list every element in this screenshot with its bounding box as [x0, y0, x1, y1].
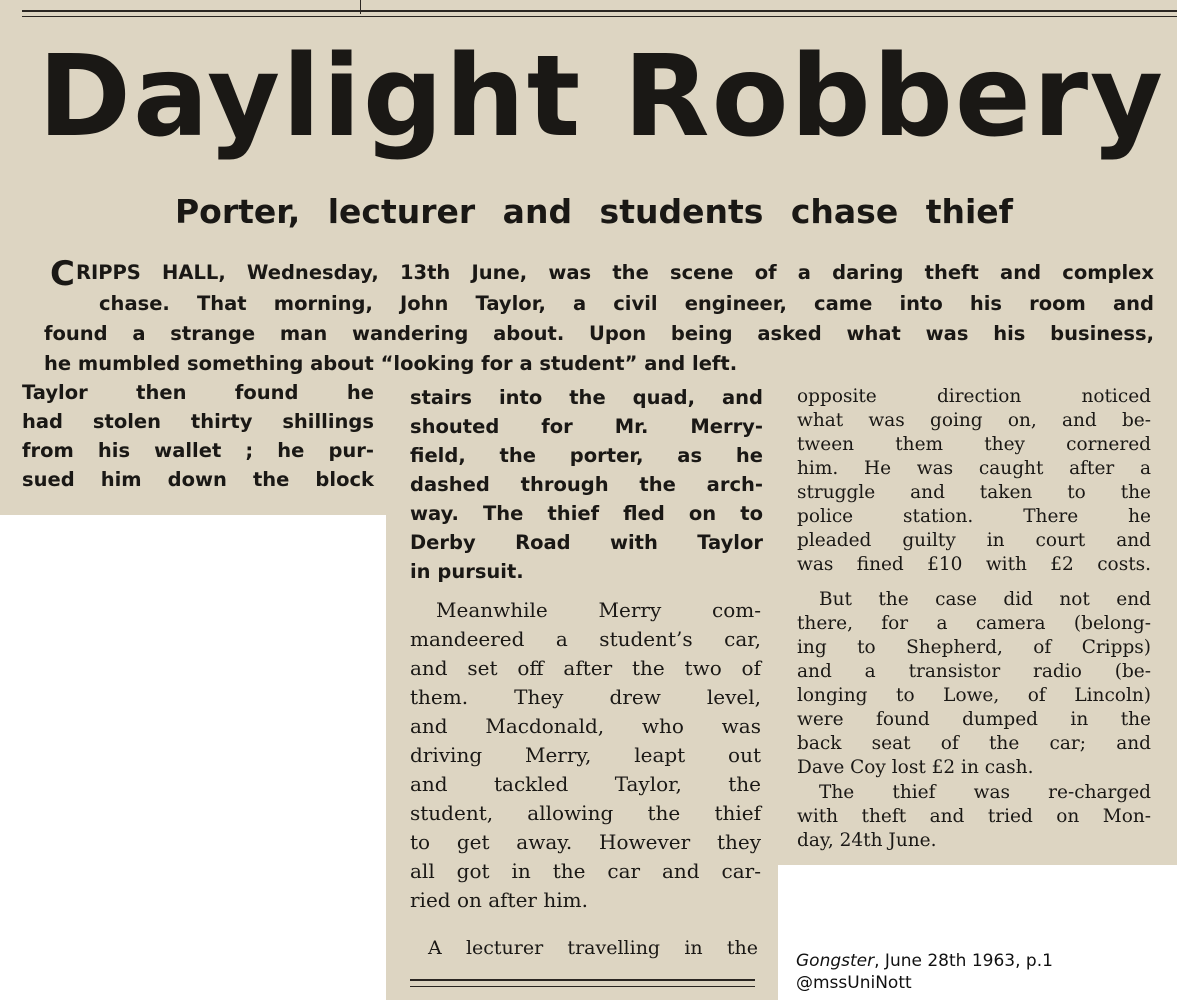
column-line: Dave Coy lost £2 in cash.	[797, 757, 1034, 778]
bottom-rule-thin	[410, 986, 755, 987]
caption-handle: @mssUniNott	[796, 973, 912, 993]
lede-paragraph	[44, 254, 1154, 379]
column-line: had stolen thirty shillings	[22, 410, 374, 433]
column-line: and tackled Taylor, the	[410, 772, 761, 796]
column-line: back seat of the car; and	[797, 733, 1151, 754]
lede-line-text: RIPPS HALL, Wednesday, 13th June, was the scene of a daring theft and complex	[75, 261, 1154, 284]
drop-cap: C	[50, 254, 75, 294]
column-2-bold	[410, 383, 763, 586]
column-1	[22, 378, 374, 494]
column-line: police station. There he	[797, 506, 1151, 527]
subheadline: Porter, lecturer and students chase thief	[175, 192, 1014, 231]
top-rule-thin	[22, 16, 1177, 17]
column-line: Taylor then found he	[22, 381, 374, 404]
column-line: The thief was re-charged	[819, 782, 1151, 803]
column-line: Derby Road with Taylor	[410, 531, 763, 554]
column-line: them. They drew level,	[410, 685, 761, 709]
column-line: student, allowing the thief	[410, 801, 761, 825]
column-line: and set off after the two of	[410, 656, 761, 680]
column-3-paragraph-3	[797, 781, 1151, 853]
column-line: all got in the car and car-	[410, 859, 761, 883]
column-3-paragraph-2	[797, 588, 1151, 780]
column-line: stairs into the quad, and	[410, 386, 763, 409]
column-line: in pursuit.	[410, 560, 524, 583]
column-line: and a transistor radio (be-	[797, 661, 1151, 682]
column-line: field, the porter, as he	[410, 444, 763, 467]
top-rule	[22, 10, 1177, 12]
column-line: from his wallet ; he pur-	[22, 439, 374, 462]
column-line: to get away. However they	[410, 830, 761, 854]
column-line: But the case did not end	[819, 589, 1151, 610]
column-line: what was going on, and be-	[797, 410, 1151, 431]
clipping-cut-mark	[360, 0, 361, 14]
column-line: A lecturer travelling in the	[428, 937, 758, 959]
column-line: way. The thief fled on to	[410, 502, 763, 525]
column-line: dashed through the arch-	[410, 473, 763, 496]
column-line: ried on after him.	[410, 888, 588, 912]
column-line: Meanwhile Merry com-	[436, 598, 761, 622]
column-line: and Macdonald, who was	[410, 714, 761, 738]
publication-name: Gongster	[796, 951, 875, 971]
column-line: struggle and taken to the	[797, 482, 1151, 503]
source-caption	[796, 950, 1053, 994]
column-line: ing to Shepherd, of Cripps)	[797, 637, 1151, 658]
column-line: him. He was caught after a	[797, 458, 1151, 479]
column-3-paragraph-1	[797, 385, 1151, 577]
column-line: was fined £10 with £2 costs.	[797, 554, 1151, 575]
publication-date: , June 28th 1963, p.1	[874, 951, 1053, 971]
lede-line: found a strange man wandering about. Upon being asked what was his business,	[44, 322, 1154, 345]
column-line: tween them they cornered	[797, 434, 1151, 455]
column-line: mandeered a student’s car,	[410, 627, 761, 651]
column-line: were found dumped in the	[797, 709, 1151, 730]
lede-line: he mumbled something about “looking for a student” and left.	[44, 352, 738, 375]
column-2-body	[410, 596, 761, 915]
column-line: pleaded guilty in court and	[797, 530, 1151, 551]
bottom-rule	[410, 979, 755, 981]
column-line: shouted for Mr. Merry-	[410, 415, 763, 438]
column-2-tail	[410, 934, 758, 963]
column-line: sued him down the block	[22, 468, 374, 491]
column-line: opposite direction noticed	[797, 386, 1151, 407]
column-line: day, 24th June.	[797, 830, 937, 851]
column-line: there, for a camera (belong-	[797, 613, 1151, 634]
column-line: driving Merry, leapt out	[410, 743, 761, 767]
column-line: longing to Lowe, of Lincoln)	[797, 685, 1151, 706]
column-line: with theft and tried on Mon-	[797, 806, 1151, 827]
lede-line: chase. That morning, John Taylor, a civil engineer, came into his room and	[99, 292, 1154, 315]
headline: Daylight Robbery	[38, 32, 1166, 162]
lede-line	[44, 254, 1154, 294]
caption-citation	[796, 950, 1053, 972]
